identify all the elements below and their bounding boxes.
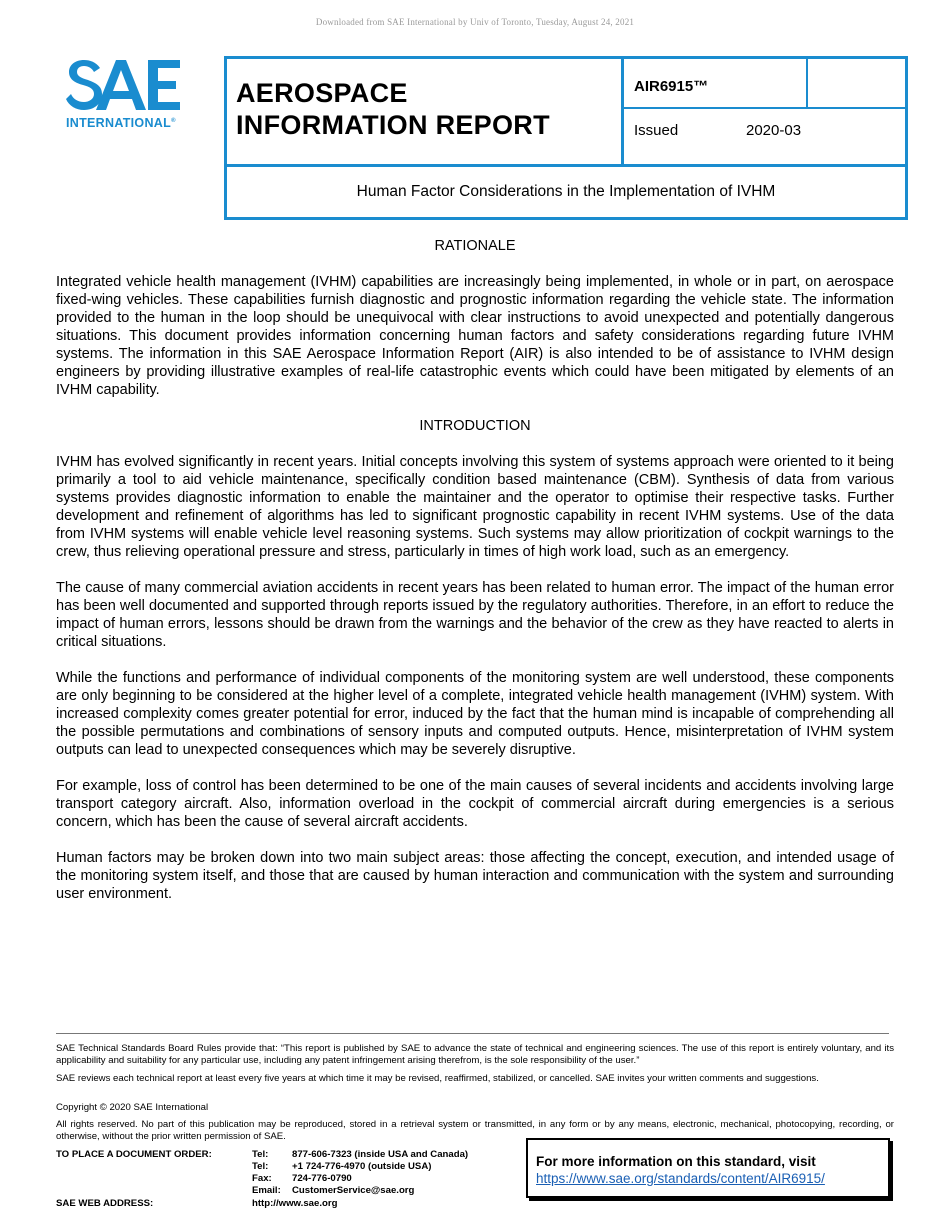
header-border-number-row: [621, 107, 908, 109]
rationale-paragraph: Integrated vehicle health management (IVHM) capabilities are increasingly being implemented, in whole or in part, on aerospace fixed-wing vehicles. These capabilities furnish diagnostic and prognostic information regarding the vehicle state. The information provided to the human in the loop should be unequivocal with clear instructions to avoid unexpected and potentially dangerous situations. This document provides information concerning human factors and safety considerations regarding future IVHM systems. The information in this SAE Aerospace Information Report (AIR) is also intended to be of assistance to IVHM design engineers by providing illustrative examples of real-life catastrophic events which could have been mitigated by elements of an IVHM capability.: [56, 274, 894, 398]
contact-key: Email:: [252, 1185, 281, 1196]
web-address-label: SAE WEB ADDRESS:: [56, 1198, 154, 1209]
sae-logo: [66, 56, 190, 132]
document-number: AIR6915™: [634, 78, 709, 95]
header-border-number-cell: [806, 56, 808, 109]
footer-rule: [56, 1033, 889, 1034]
sae-logo-mark: [66, 56, 182, 114]
contact-phone-international[interactable]: +1 724-776-4970 (outside USA): [292, 1161, 432, 1172]
contact-phone-domestic[interactable]: 877-606-7323 (inside USA and Canada): [292, 1149, 469, 1160]
issued-label: Issued: [634, 122, 679, 139]
order-label: TO PLACE A DOCUMENT ORDER:: [56, 1149, 212, 1160]
contact-key: Tel:: [252, 1161, 269, 1172]
introduction-paragraph-4: For example, loss of control has been determined to be one of the main causes of several incidents and accidents involving large transport category aircraft. Also, information overload in the cockpit of commercial aircraft during emergencies is a serious concern, which has been the cause of several aircraft accidents.: [56, 778, 894, 830]
header-border-divider: [621, 56, 624, 166]
contact-key: Tel:: [252, 1149, 269, 1160]
report-header-box: [224, 56, 908, 220]
sae-wordmark: INTERNATIONAL®: [66, 116, 176, 130]
report-type-line-1: AEROSPACE: [236, 78, 408, 108]
document-title: Human Factor Considerations in the Implementation of IVHM: [356, 183, 776, 200]
header-border-bottom: [224, 217, 908, 220]
introduction-paragraph-3: While the functions and performance of individual components of the monitoring system are well understood, these components are only beginning to be considered at the higher level of a complete, integrated vehicle health management (IVHM) system. With increased complexity comes greater potential for error, induced by the fact that the human mind is incapable of comprehending all the possible permutations and combinations of sensory inputs and computed outputs. Hence, misinterpretation of IVHM system outputs can lead to unexpected consequences which may be severely disruptive.: [56, 670, 894, 758]
contact-key: Fax:: [252, 1173, 272, 1184]
introduction-paragraph-5: Human factors may be broken down into two main subject areas: those affecting the concept, execution, and intended usage of the monitoring system itself, and those that are caused by human interaction and communication with the system and surrounding user environment.: [56, 850, 894, 902]
web-address-link[interactable]: http://www.sae.org: [252, 1198, 338, 1209]
footer-review-note: SAE reviews each technical report at least every five years at which time it may be revised, reaffirmed, stabilized, or cancelled. SAE invites your written comments and suggestions.: [56, 1073, 819, 1084]
rationale-heading: RATIONALE: [434, 238, 516, 254]
more-info-title: For more information on this standard, visit: [536, 1154, 816, 1169]
more-info-box: [526, 1138, 890, 1198]
introduction-paragraph-1: IVHM has evolved significantly in recent years. Initial concepts involving this system of systems approach were oriented to it being primarily a tool to aid vehicle maintenance, specifically condition based maintenance (CBM). Synthesis of data from various systems provides diagnostic information to enable the maintainer and the operator to optimise their respective tasks. Further development and refinement of algorithms has led to significant prognostic capability in recent IVHM systems. Use of the data from IVHM systems will enable vehicle level reasoning systems. Such systems may allow prioritization of cockpit warnings to the crew, thus relieving operational pressure and stress, particularly in times of high work load, such as an emergency.: [56, 454, 894, 560]
standard-url-link[interactable]: https://www.sae.org/standards/content/AIR6915/: [536, 1171, 825, 1186]
header-border-middle: [224, 164, 908, 167]
contact-email-link[interactable]: CustomerService@sae.org: [292, 1185, 415, 1196]
footer-copyright: Copyright © 2020 SAE International: [56, 1102, 209, 1113]
issued-date: 2020-03: [746, 122, 802, 139]
contact-fax: 724-776-0790: [292, 1173, 352, 1184]
download-note: Downloaded from SAE International by Univ of Toronto, Tuesday, August 24, 2021: [315, 17, 635, 27]
report-type-line-2: INFORMATION REPORT: [236, 110, 550, 140]
footer-board-rules: SAE Technical Standards Board Rules provide that: “This report is published by SAE to advance the state of technical and engineering sciences. The use of this report is entirely voluntary, and its applicability and suitability for any particular use, including any patent infringement arising therefrom, is the sole responsibility of the user.”: [56, 1043, 894, 1066]
footer-rights: All rights reserved. No part of this publication may be reproduced, stored in a retrieval system or transmitted, in any form or by any means, electronic, mechanical, photocopying, recording, or otherwise, without the prior written permission of SAE.: [56, 1119, 894, 1142]
introduction-heading: INTRODUCTION: [419, 418, 531, 434]
report-body: [56, 237, 894, 903]
introduction-paragraph-2: The cause of many commercial aviation accidents in recent years has been related to human error. The impact of the human error has been well documented and supported through reports issued by the regulatory authorities. Therefore, in an effort to reduce the impact of human errors, lessons should be drawn from the warnings and the behavior of the crew as they have reacted to alerts in critical situations.: [56, 580, 894, 650]
